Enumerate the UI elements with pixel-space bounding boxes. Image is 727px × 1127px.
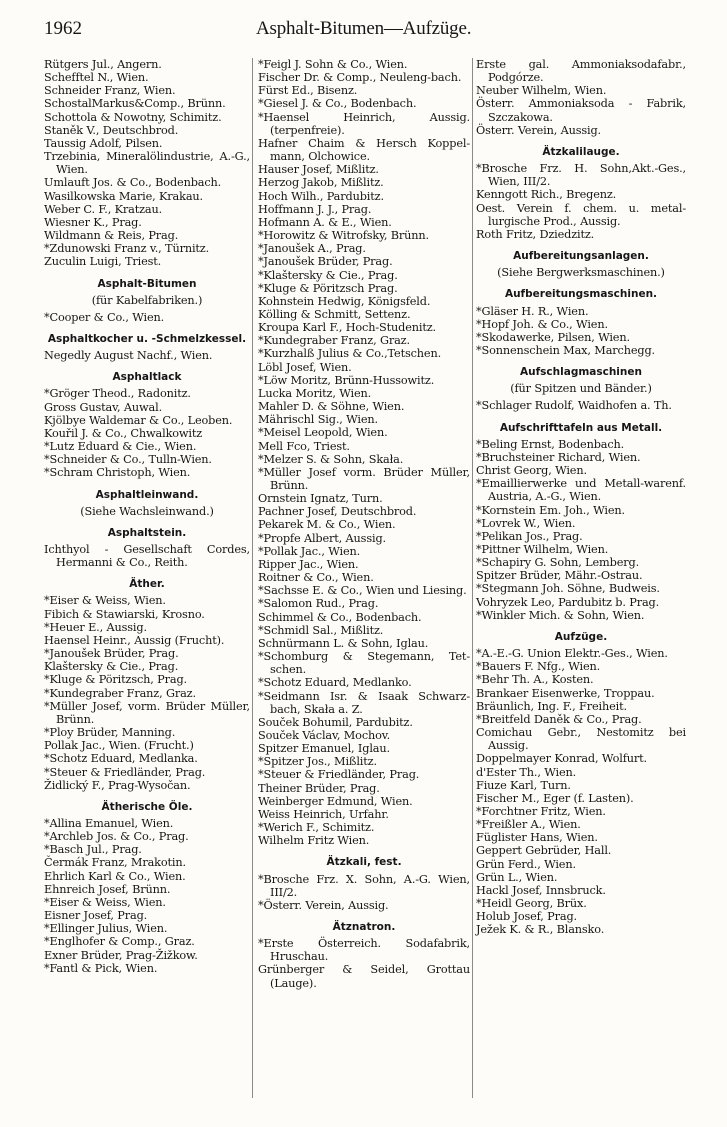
list-item: Pachner Josef, Deutschbrod.: [258, 505, 417, 519]
list-item: *Fantl & Pick, Wien.: [44, 961, 158, 975]
list-item: Grünberger & Seidel, Grottau (Lauge).: [258, 963, 470, 990]
section-note: (für Spitzen und Bänder.): [510, 382, 652, 396]
list-item: *Breitfeld Daněk & Co., Prag.: [476, 712, 642, 726]
list-item: *Kluge & Pöritzsch Prag.: [258, 281, 398, 295]
list-item: *Cooper & Co., Wien.: [44, 310, 165, 324]
list-item: *Allina Emanuel, Wien.: [44, 816, 174, 830]
running-title: Asphalt-Bitumen—Aufzüge.: [256, 18, 472, 39]
list-item: *Meisel Leopold, Wien.: [258, 426, 388, 440]
list-item: *Steuer & Friedländer, Prag.: [44, 765, 206, 779]
list-item: *Gröger Theod., Radonitz.: [44, 387, 191, 401]
list-item: *Müller Josef vorm. Brüder Müller, Brünn.: [258, 465, 470, 492]
list-item: *Schotz Eduard, Medlanka.: [44, 752, 198, 766]
list-item: *Müller Josef, vorm. Brüder Müller, Brünn.: [44, 699, 250, 726]
list-item: Wiesner K., Prag.: [44, 215, 142, 229]
entry-list: [44, 58, 250, 269]
list-item: Österr. Ammoniaksoda - Fabrik, Szczakowa.: [476, 97, 686, 124]
section-heading: Ätzkali, fest.: [326, 856, 402, 869]
list-item: *Janoušek Brüder, Prag.: [258, 255, 393, 269]
list-item: *Freißler A., Wien.: [476, 818, 581, 832]
list-item: Zuculin Luigi, Triest.: [44, 255, 162, 269]
list-item: Holub Josef, Prag.: [476, 910, 577, 924]
list-item: *Propfe Albert, Aussig.: [258, 531, 386, 545]
list-item: Hofmann A. & E., Wien.: [258, 215, 392, 229]
list-item: Brankaer Eisenwerke, Troppau.: [476, 686, 655, 700]
entry-list: [476, 399, 686, 412]
list-item: *Kornstein Em. Joh., Wien.: [476, 503, 625, 517]
list-item: Čermák Franz, Mrakotin.: [44, 856, 186, 870]
list-item: *Gläser H. R., Wien.: [476, 304, 589, 318]
list-item: *Schlager Rudolf, Waidhofen a. Th.: [476, 399, 672, 413]
list-item: Hackl Josef, Innsbruck.: [476, 883, 606, 897]
section-heading: Ätzkalilauge.: [542, 145, 620, 158]
list-item: *Pollak Jac., Wien.: [258, 544, 361, 558]
list-item: *Sonnenschein Max, Marchegg.: [476, 343, 655, 357]
list-item: Kölling & Schmitt, Settenz.: [258, 307, 411, 321]
list-item: Ripper Jac., Wien.: [258, 557, 359, 571]
section-heading: Aufschlagmaschinen: [520, 366, 642, 379]
list-item: *Skodawerke, Pilsen, Wien.: [476, 330, 630, 344]
list-item: SchostalMarkus&Comp., Brünn.: [44, 97, 226, 111]
list-item: Hoffmann J. J., Prag.: [258, 202, 372, 216]
entry-list: [476, 647, 686, 936]
list-item: *Lovrek W., Wien.: [476, 516, 576, 530]
list-item: Roitner & Co., Wien.: [258, 571, 374, 585]
list-item: *Erste Österreich. Sodafabrik, Hruschau.: [258, 937, 470, 964]
column-3: [476, 58, 686, 937]
list-item: Theiner Brüder, Prag.: [258, 781, 380, 795]
section-heading: Asphaltlack: [112, 371, 182, 384]
entry-list: [476, 162, 686, 241]
list-item: *Pittner Wilhelm, Wien.: [476, 543, 609, 556]
list-item: Eisner Josef, Prag.: [44, 909, 148, 923]
list-item: Doppelmayer Konrad, Wolfurt.: [476, 752, 647, 766]
list-item: *Behr Th. A., Kosten.: [476, 673, 594, 687]
list-item: *Schomburg & Stegemann, Tet-schen.: [258, 650, 470, 677]
list-item: Pollak Jac., Wien. (Frucht.): [44, 739, 194, 753]
list-item: *Janoušek A., Prag.: [258, 242, 366, 256]
list-item: *Beling Ernst, Bodenbach.: [476, 437, 625, 451]
section-heading: Ätherische Öle.: [101, 800, 193, 813]
list-item: *Kurzhalß Julius & Co.,Tetschen.: [258, 347, 442, 361]
list-item: Hafner Chaim & Hersch Koppel-mann, Olchowice.: [258, 136, 470, 164]
list-item: Fibich & Stawiarski, Krosno.: [44, 607, 205, 621]
column-divider: [472, 58, 473, 1098]
list-item: *Eiser & Weiss, Wien.: [44, 594, 166, 608]
section-heading: Aufbereitungsmaschinen.: [504, 288, 658, 301]
list-item: *Brosche Frz. H. Sohn,Akt.-Ges., Wien, III/2.: [476, 162, 686, 189]
list-item: Ježek K. & R., Blansko.: [476, 923, 605, 937]
entry-list: [44, 387, 250, 479]
list-item: *Lutz Eduard & Cie., Wien.: [44, 440, 197, 454]
list-item: Hauser Josef, Mißlitz.: [258, 163, 379, 177]
list-item: *Basch Jul., Prag.: [44, 843, 142, 857]
list-item: *Emaillierwerke und Metall-warenf. Austria, A.-G., Wien.: [476, 477, 686, 504]
list-item: *Klaštersky & Cie., Prag.: [258, 268, 398, 282]
list-item: Umlauft Jos. & Co., Bodenbach.: [44, 176, 222, 190]
list-item: *Brosche Frz. X. Sohn, A.-G. Wien, III/2.: [258, 872, 470, 899]
list-item: *Forchtner Fritz, Wien.: [476, 804, 606, 818]
list-item: *Janoušek Brüder, Prag.: [44, 647, 179, 661]
list-item: Židlický F., Prag-Wysočan.: [44, 778, 191, 792]
list-item: *Hopf Joh. & Co., Wien.: [476, 317, 608, 331]
list-item: Schottola & Nowotny, Schimitz.: [44, 110, 222, 124]
list-item: *Zdunowski Franz v., Türnitz.: [44, 242, 210, 256]
page-header: [44, 14, 684, 44]
section-heading: Aufzüge.: [554, 630, 608, 643]
list-item: Fiuze Karl, Turn.: [476, 778, 571, 792]
list-item: Vohryzek Leo, Pardubitz b. Prag.: [476, 595, 660, 609]
list-item: Rütgers Jul., Angern.: [44, 58, 162, 71]
entry-list: [44, 349, 250, 362]
list-item: *Winkler Mich. & Sohn, Wien.: [476, 608, 645, 622]
list-item: *Schmidl Sal., Mißlitz.: [258, 623, 384, 637]
list-item: *A.-E.-G. Union Elektr.-Ges., Wien.: [476, 647, 668, 661]
list-item: *Seidmann Isr. & Isaak Schwarz-bach, Skała a. Z.: [258, 689, 470, 716]
column-2: [258, 58, 470, 990]
list-item: Spitzer Brüder, Mähr.-Ostrau.: [476, 569, 643, 583]
list-item: *Heidl Georg, Brüx.: [476, 897, 587, 911]
entry-list: [476, 305, 686, 358]
list-item: Schneider Franz, Wien.: [44, 84, 176, 98]
list-item: *Schram Christoph, Wien.: [44, 466, 191, 480]
list-item: Mell Fco, Triest.: [258, 439, 350, 453]
list-item: *Giesel J. & Co., Bodenbach.: [258, 97, 417, 111]
list-item: *Salomon Rud., Prag.: [258, 597, 379, 611]
list-item: Spitzer Emanuel, Iglau.: [258, 742, 390, 756]
list-item: *Heuer E., Aussig.: [44, 620, 147, 634]
list-item: *Bruchsteiner Richard, Wien.: [476, 450, 641, 464]
list-item: Comichau Gebr., Nestomitz bei Aussig.: [476, 726, 686, 753]
list-item: Souček Václav, Mochov.: [258, 728, 391, 742]
entry-list: [258, 58, 470, 847]
list-item: *Schapiry G. Sohn, Lemberg.: [476, 556, 640, 570]
list-item: Gross Gustav, Auwal.: [44, 400, 163, 414]
list-item: Schimmel & Co., Bodenbach.: [258, 610, 422, 624]
list-item: Hoch Wilh., Pardubitz.: [258, 189, 384, 203]
entry-list: [476, 58, 686, 137]
list-item: *Bauers F. Nfg., Wien.: [476, 660, 601, 674]
list-item: Exner Brüder, Prag-Žižkow.: [44, 948, 198, 962]
list-item: Kroupa Karl F., Hoch-Studenitz.: [258, 321, 436, 335]
section-heading: Aufschrifttafeln aus Metall.: [499, 421, 663, 434]
list-item: *Werich F., Schimitz.: [258, 821, 375, 835]
list-item: Schnürmann L. & Sohn, Iglau.: [258, 636, 429, 650]
list-item: Pekarek M. & Co., Wien.: [258, 518, 396, 532]
list-item: *Ploy Brüder, Manning.: [44, 726, 176, 740]
section-note: (für Kabelfabriken.): [91, 293, 203, 307]
list-item: Mährischl Sig., Wien.: [258, 413, 378, 427]
list-item: Löbl Josef, Wien.: [258, 360, 352, 374]
section-heading: Asphalt-Bitumen: [97, 277, 197, 290]
entry-list: [44, 817, 250, 975]
list-item: *Feigl J. Sohn & Co., Wien.: [258, 58, 408, 71]
list-item: Haensel Heinr., Aussig (Frucht).: [44, 633, 225, 647]
list-item: Weber C. F., Kratzau.: [44, 202, 163, 216]
entry-list: [476, 438, 686, 622]
section-heading: Äther.: [129, 578, 165, 591]
list-item: Kohnstein Hedwig, Königsfeld.: [258, 294, 431, 308]
list-item: *Spitzer Jos., Mißlitz.: [258, 755, 377, 769]
entry-list: [44, 594, 250, 791]
list-item: Ornstein Ignatz, Turn.: [258, 492, 383, 506]
list-item: d'Ester Th., Wien.: [476, 765, 577, 779]
list-item: Wildmann & Reis, Prag.: [44, 229, 179, 243]
list-item: Negedly August Nachf., Wien.: [44, 349, 213, 363]
list-item: *Sachsse E. & Co., Wien und Liesing.: [258, 584, 467, 598]
list-item: *Archleb Jos. & Co., Prag.: [44, 830, 189, 844]
list-item: Geppert Gebrüder, Hall.: [476, 844, 612, 858]
column-1: [44, 58, 250, 975]
list-item: Füglister Hans, Wien.: [476, 831, 598, 845]
list-item: Klaštersky & Cie., Prag.: [44, 660, 179, 674]
list-item: Wilhelm Fritz Wien.: [258, 834, 370, 848]
list-item: *Kundegraber Franz, Graz.: [44, 686, 196, 700]
list-item: *Eiser & Weiss, Wien.: [44, 895, 166, 909]
list-item: Fischer Dr. & Comp., Neuleng-bach.: [258, 71, 462, 85]
list-item: Kenngott Rich., Bregenz.: [476, 188, 617, 202]
section-heading: Ätznatron.: [332, 921, 396, 933]
list-item: *Schotz Eduard, Medlanko.: [258, 676, 412, 690]
list-item: *Stegmann Joh. Söhne, Budweis.: [476, 582, 660, 596]
list-item: *Kundegraber Franz, Graz.: [258, 334, 410, 348]
list-item: Ehnreich Josef, Brünn.: [44, 882, 171, 896]
list-item: Ehrlich Karl & Co., Wien.: [44, 869, 186, 883]
list-item: Fürst Ed., Bisenz.: [258, 84, 358, 98]
list-item: Souček Bohumil, Pardubitz.: [258, 715, 413, 729]
list-item: Ichthyol - Gesellschaft Cordes, Hermanni & Co., Reith.: [44, 543, 250, 570]
section-heading: Asphaltkocher u. -Schmelzkessel.: [47, 332, 247, 345]
list-item: Mahler D. & Söhne, Wien.: [258, 400, 405, 414]
list-item: *Österr. Verein, Aussig.: [258, 898, 389, 912]
list-item: Grün Ferd., Wien.: [476, 857, 576, 871]
list-item: Bräunlich, Ing. F., Freiheit.: [476, 699, 627, 713]
list-item: *Ellinger Julius, Wien.: [44, 922, 168, 936]
list-item: *Haensel Heinrich, Aussig. (terpenfreie).: [258, 110, 470, 137]
section-heading: Asphaltleinwand.: [95, 488, 199, 501]
list-item: Trzebinia, Mineralölindustrie, A.-G., Wien.: [44, 150, 250, 177]
list-item: Kouřil J. & Co., Chwalkowitz: [44, 426, 203, 440]
list-item: *Steuer & Friedländer, Prag.: [258, 768, 420, 782]
list-item: Christ Georg, Wien.: [476, 464, 587, 478]
list-item: *Horowitz & Witrofsky, Brünn.: [258, 229, 429, 243]
entry-list: [258, 873, 470, 912]
entry-list: [258, 937, 470, 990]
section-note: (Siehe Bergwerksmaschinen.): [497, 266, 665, 280]
list-item: *Melzer S. & Sohn, Skała.: [258, 452, 404, 466]
list-item: Grün L., Wien.: [476, 870, 558, 884]
list-item: Weinberger Edmund, Wien.: [258, 794, 413, 808]
list-item: Taussig Adolf, Pilsen.: [44, 136, 163, 150]
entry-list: [44, 311, 250, 324]
list-item: Neuber Wilhelm, Wien.: [476, 84, 607, 98]
list-item: *Englhofer & Comp., Graz.: [44, 935, 195, 949]
list-item: Lucka Moritz, Wien.: [258, 386, 372, 400]
list-item: Weiss Heinrich, Urfahr.: [258, 807, 389, 821]
column-divider: [252, 58, 253, 1098]
list-item: Kjölbye Waldemar & Co., Leoben.: [44, 413, 233, 427]
section-heading: Asphaltstein.: [107, 526, 187, 539]
entry-list: [44, 543, 250, 569]
list-item: Österr. Verein, Aussig.: [476, 123, 602, 137]
list-item: *Pelikan Jos., Prag.: [476, 529, 583, 543]
list-item: Roth Fritz, Dziedzitz.: [476, 227, 595, 241]
list-item: Oest. Verein f. chem. u. metal-lurgische Prod., Aussig.: [476, 201, 686, 228]
section-note: (Siehe Wachsleinwand.): [80, 504, 214, 518]
list-item: *Kluge & Pöritzsch, Prag.: [44, 673, 187, 687]
list-item: Fischer M., Eger (f. Lasten).: [476, 791, 634, 805]
list-item: Staněk V., Deutschbrod.: [44, 123, 179, 137]
list-item: Wasilkowska Marie, Krakau.: [44, 189, 203, 203]
page-number: 1962: [44, 18, 82, 39]
list-item: Herzog Jakob, Mißlitz.: [258, 176, 384, 190]
list-item: Schefftel N., Wien.: [44, 71, 149, 85]
section-heading: Aufbereitungsanlagen.: [513, 250, 649, 263]
list-item: *Löw Moritz, Brünn-Hussowitz.: [258, 373, 435, 387]
list-item: *Schneider & Co., Tulln-Wien.: [44, 453, 212, 467]
list-item: Erste gal. Ammoniaksodafabr., Podgórze.: [476, 58, 686, 85]
